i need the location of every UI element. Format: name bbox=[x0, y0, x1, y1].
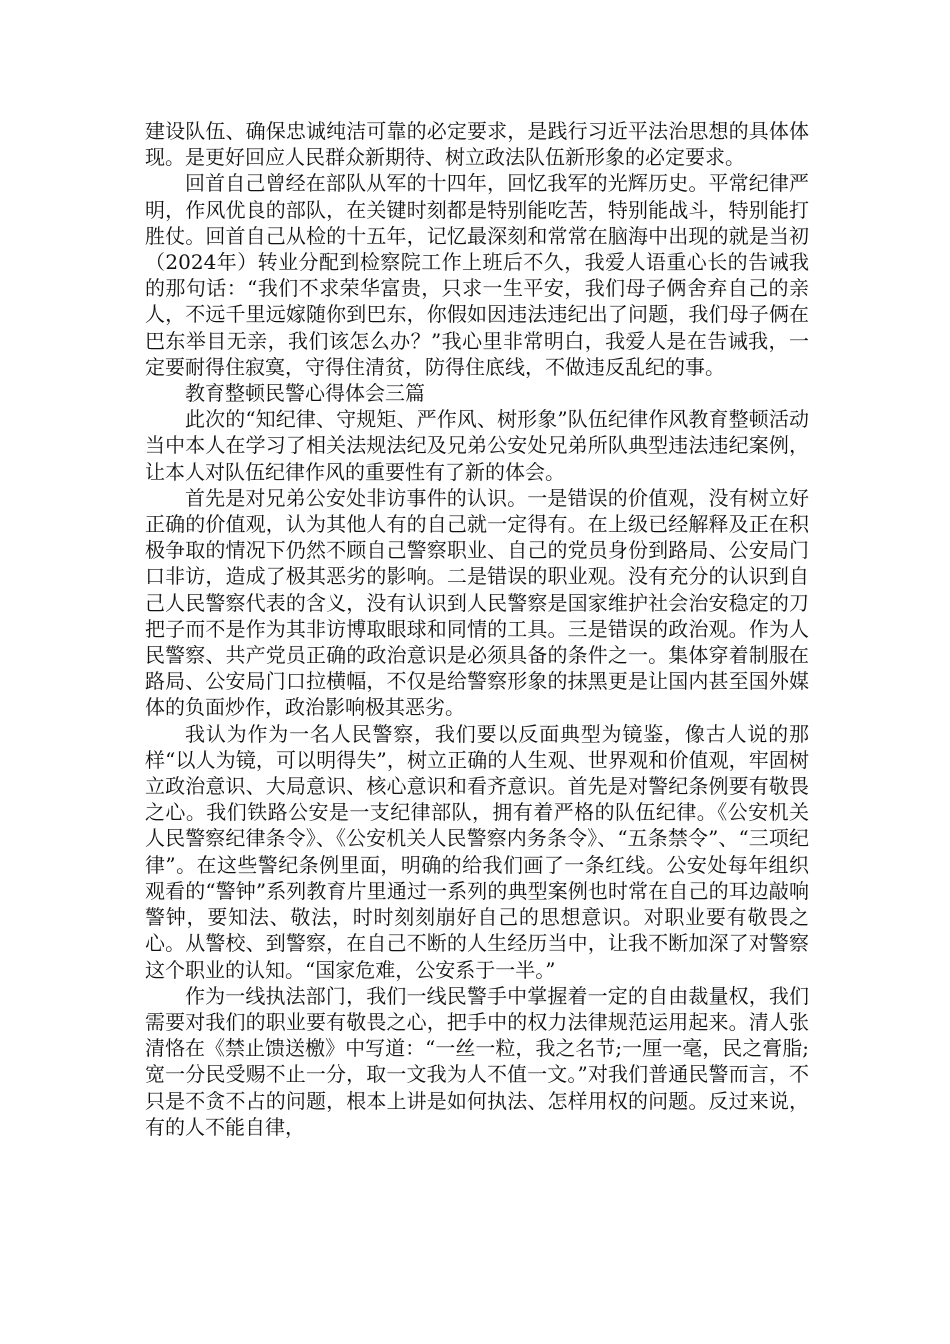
paragraph-2: 回首自己曾经在部队从军的十四年，回忆我军的光辉历史。平常纪律严明，作风优良的部队，在关键时刻都是特别能吃苦，特别能战斗，特别能打胜仗。回首自己从检的十五年，记忆最深刻和常常在脑海中出现的就是当初（2024年）转业分配到检察院工作上班后不久，我爱人语重心长的告诫我的那句话：“我们不求荣华富贵，只求一生平安，我们母子俩舍弃自己的亲人，不远千里远嫁随你到巴东，你假如因违法违纪出了问题，我们母子俩在巴东举目无亲，我们该怎么办？”我心里非常明白，我爱人是在告诫我，一定要耐得住寂寞，守得住清贫，防得住底线，不做违反乱纪的事。 bbox=[145, 171, 809, 379]
paragraph-6: 作为一线执法部门，我们一线民警手中掌握着一定的自由裁量权，我们需要对我们的职业要有敬畏之心，把手中的权力法律规范运用起来。清人张清恪在《禁止馈送檄》中写道：“一丝一粒，我之名节;一厘一毫，民之膏脂;宽一分民受赐不止一分，取一文我为人不值一文。”对我们普通民警而言，不只是不贪不占的问题，根本上讲是如何执法、怎样用权的问题。反过来说，有的人不能自律， bbox=[145, 983, 809, 1139]
document-body bbox=[145, 118, 809, 1140]
paragraph-3: 此次的“知纪律、守规矩、严作风、树形象”队伍纪律作风教育整顿活动当中本人在学习了相关法规法纪及兄弟公安处兄弟所队典型违法违纪案例，让本人对队伍纪律作风的重要性有了新的体会。 bbox=[145, 407, 809, 484]
section-title: 教育整顿民警心得体会三篇 bbox=[185, 381, 425, 406]
paragraph-1: 建设队伍、确保忠诚纯洁可靠的必定要求，是践行习近平法治思想的具体体现。是更好回应人民群众新期待、树立政法队伍新形象的必定要求。 bbox=[145, 119, 809, 170]
paragraph-5: 我认为作为一名人民警察，我们要以反面典型为镜鉴，像古人说的那样“以人为镜，可以明得失”，树立正确的人生观、世界观和价值观，牢固树立政治意识、大局意识、核心意识和看齐意识。首先是对警纪条例要有敬畏之心。我们铁路公安是一支纪律部队，拥有着严格的队伍纪律。《公安机关人民警察纪律条令》、《公安机关人民警察内务条令》、“五条禁令”、“三项纪律”。在这些警纪条例里面，明确的给我们画了一条红线。公安处每年组织观看的“警钟”系列教育片里通过一系列的典型案例也时常在自己的耳边敲响警钟，要知法、敬法，时时刻刻崩好自己的思想意识。对职业要有敬畏之心。从警校、到警察，在自己不断的人生经历当中，让我不断加深了对警察这个职业的认知。“国家危难，公安系于一半。” bbox=[145, 721, 809, 982]
paragraph-4: 首先是对兄弟公安处非访事件的认识。一是错误的价值观，没有树立好正确的价值观，认为其他人有的自己就一定得有。在上级已经解释及正在积极争取的情况下仍然不顾自己警察职业、自己的党员身份到路局、公安局门口非访，造成了极其恶劣的影响。二是错误的职业观。没有充分的认识到自己人民警察代表的含义，没有认识到人民警察是国家维护社会治安稳定的刀把子而不是作为其非访博取眼球和同情的工具。三是错误的政治观。作为人民警察、共产党员正确的政治意识是必须具备的条件之一。集体穿着制服在路局、公安局门口拉横幅，不仅是给警察形象的抹黑更是让国内甚至国外媒体的负面炒作，政治影响极其恶劣。 bbox=[145, 485, 809, 720]
